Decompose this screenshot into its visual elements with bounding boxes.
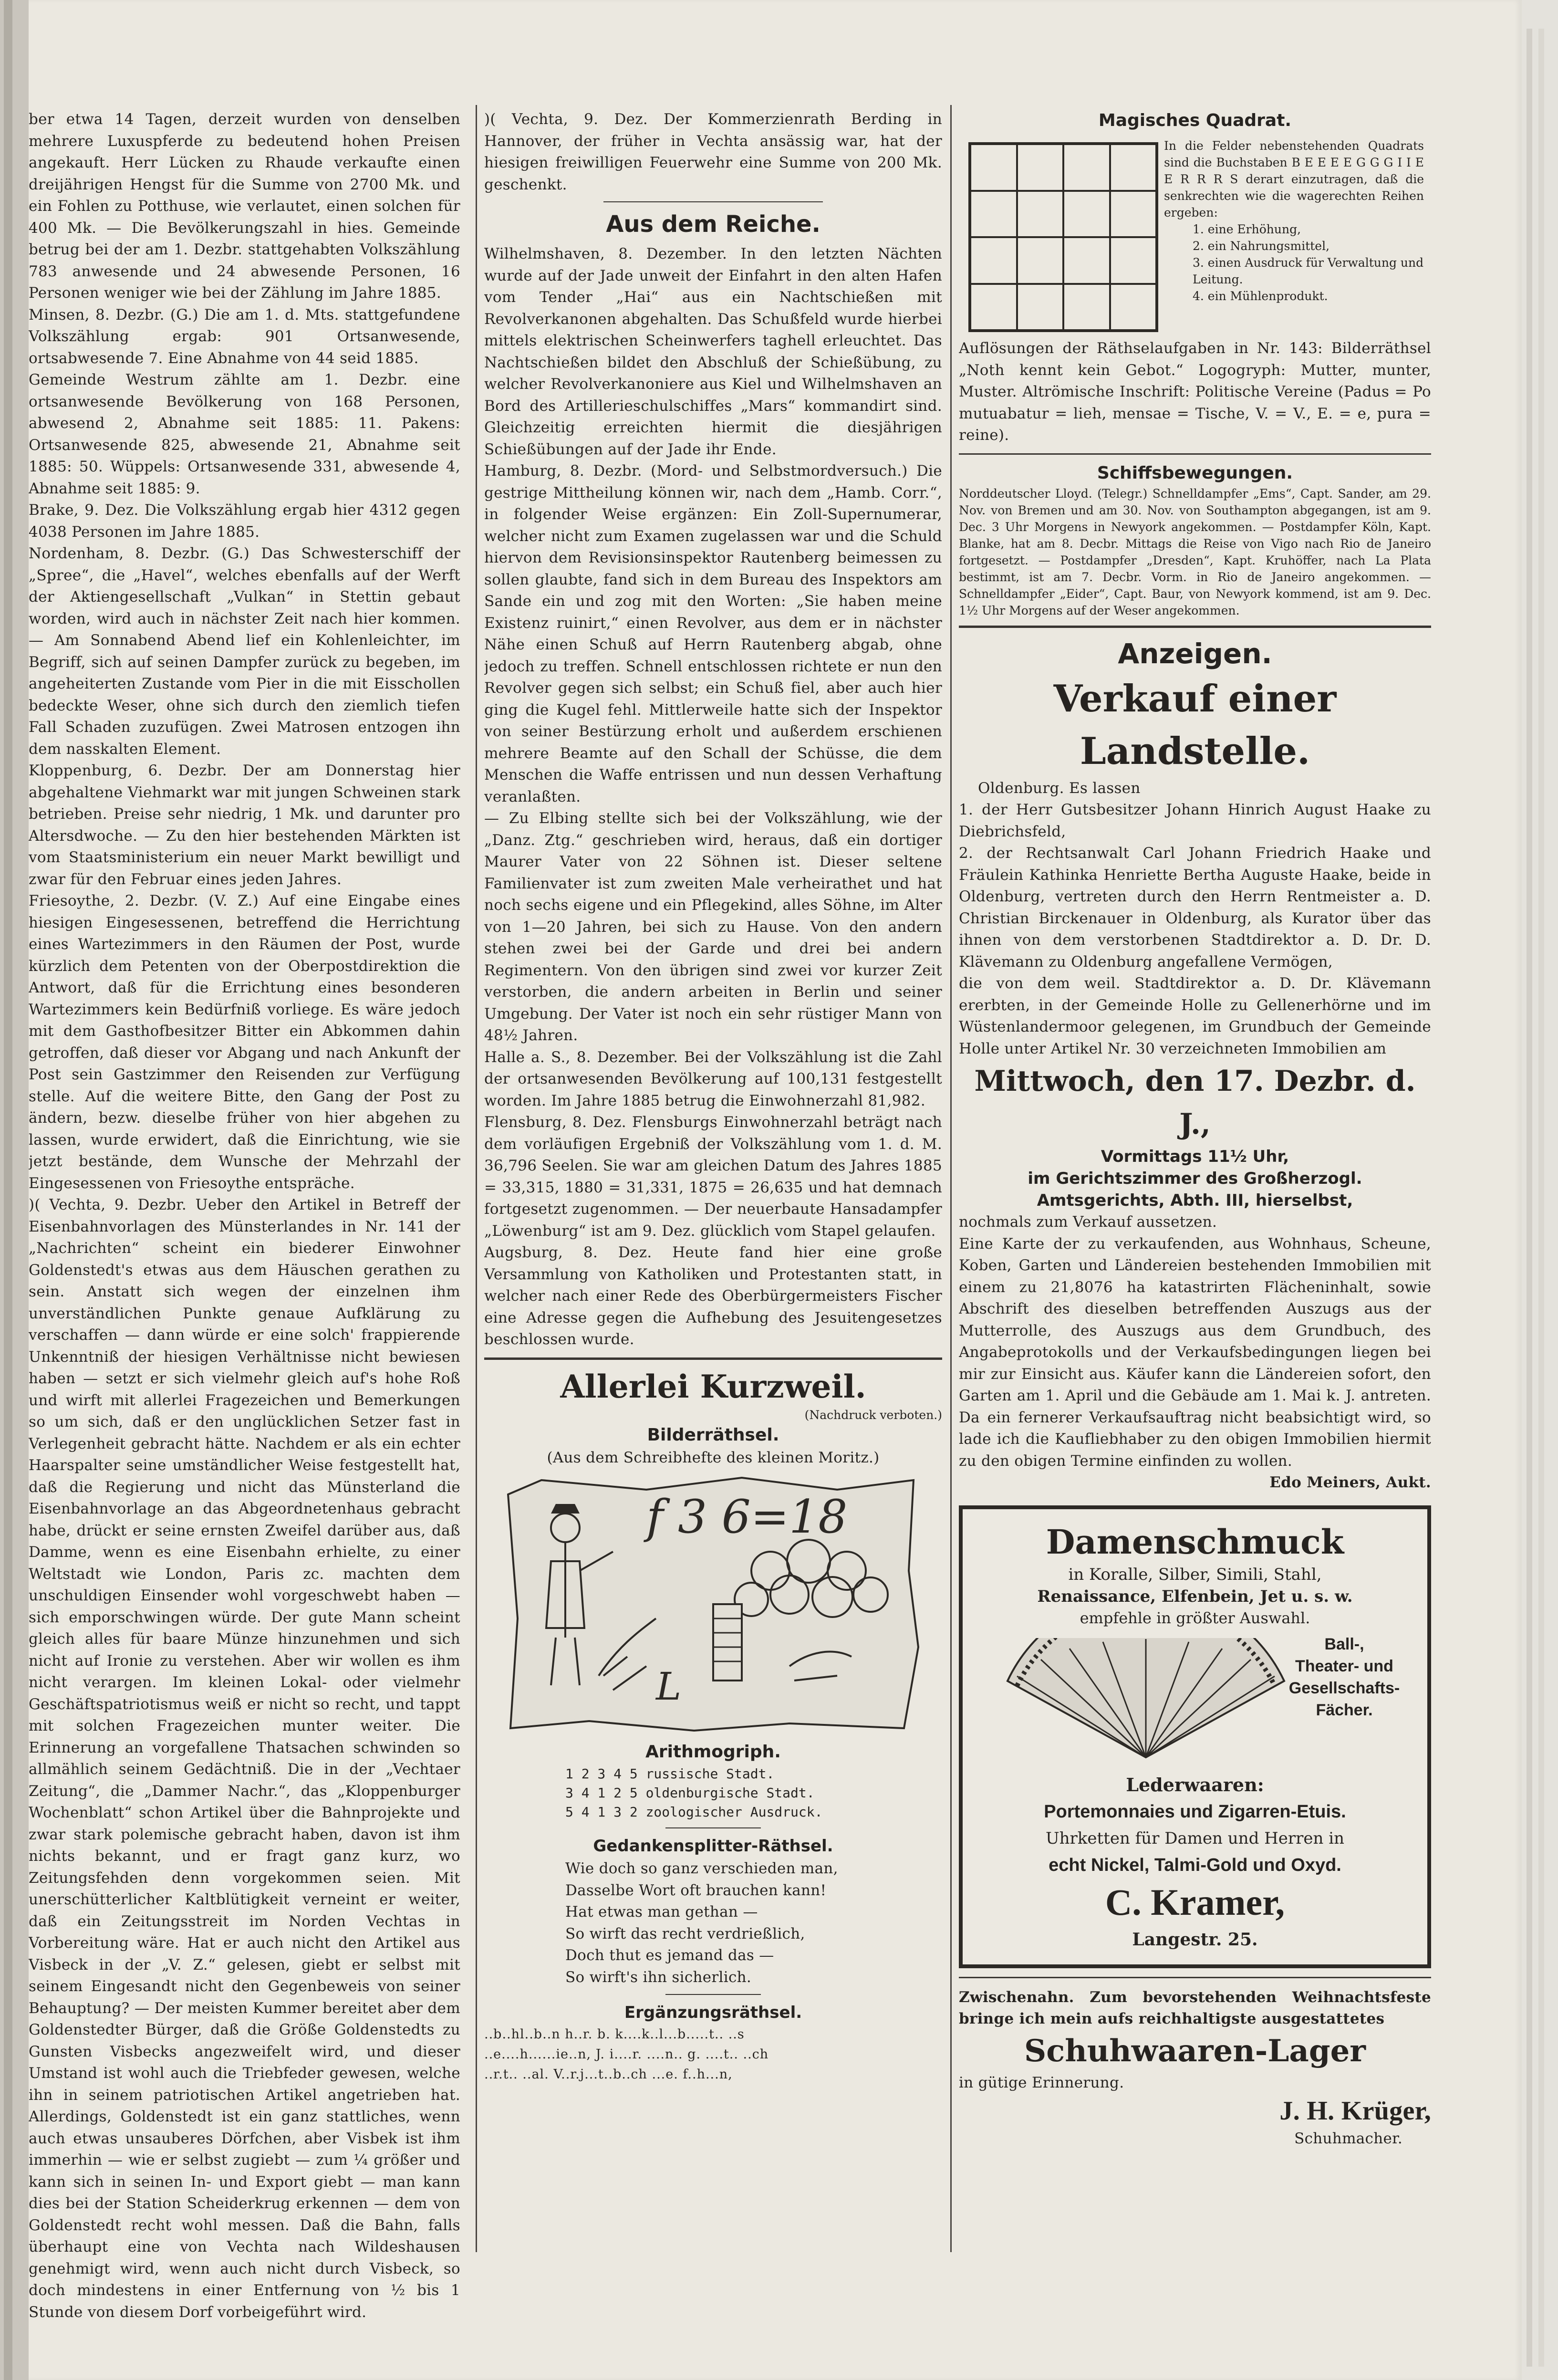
poem-line: Doch thut es jemand das — [565, 1947, 774, 1964]
divider [603, 201, 823, 202]
arithmogriph-rows [565, 1764, 942, 1822]
article-wilhelmshaven: Wilhelmshaven, 8. Dezember. In den letzten Nächten wurde auf der Jade unweit der Einfahrt in den alten Hafen vom Tender „Hai“ aus ein Nachtschießen mit Revolverkanonen abgehalten. Das Schußfeld wurde hierbei mittels elektrischen Scheinwerfers taghell erleuchtet. Das Nachtschießen bildet den Abschluß der Schießübung, zu welcher Revolverkanoniere aus Kiel und Wilhelmshaven an Bord des Artillerieschulschiffes „Mars“ kommandirt sind. Gleichzeitig erreichten hiermit die diesjährigen Schießübungen auf der Jade ihr Ende. [484, 245, 942, 458]
binding-strip [4, 0, 12, 2380]
kruger-job: Schuhmacher. [1294, 2130, 1402, 2147]
poem-line: So wirft's ihn sicherlich. [565, 1968, 752, 1986]
magic-square-text [1164, 137, 1424, 304]
kruger-name: J. H. Krüger, [1279, 2096, 1431, 2126]
ergaenzung-title: Ergänzungsräthsel. [624, 2003, 802, 2022]
magic-item: 4. ein Mühlenprodukt. [1193, 289, 1328, 303]
schiff-text: Norddeutscher Lloyd. (Telegr.) Schnelldampfer „Ems“, Capt. Sander, am 29. Nov. von Bremen und am 30. Nov. von Southampton abgegangen, ist am 9. Dec. 3 Uhr Morgens in Newyork angekommen. — Postdampfer Köln, Kapt. Blanke, hat am 8. Decbr. Mittags die Reise von Vigo nach Rio de Janeiro fortgesetzt. — Postdampfer „Dresden“, Kapt. Kruhöffer, nach La Plata bestimmt, ist am 7. Decbr. Vorm. in Rio de Janeiro angekommen. — Schnelldampfer „Eider“, Capt. Baur, von Newyork kommend, ist am 9. Dec. 1½ Uhr Morgens auf der Weser angekommen. [959, 486, 1431, 617]
auction-date: Mittwoch, den 17. Dezbr. d. J., [974, 1065, 1416, 1141]
article-flensburg: Flensburg, 8. Dez. Flensburgs Einwohnerzahl beträgt nach dem vorläufigen Ergebniß der Volkszählung vom 1. d. M. 36,796 Seelen. Sie war am gleichen Datum des Jahres 1885 = 33,315, 1880 = 31,331, 1875 = 26,635 und hat demnach fortgesetzt zugenommen. — Der neuerbaute Hansadampfer „Löwenburg“ ist am 9. Dez. glücklich vom Stapel gelaufen. [484, 1114, 942, 1240]
article-vechta: )( Vechta, 9. Dezbr. Ueber den Artikel in Betreff der Eisenbahnvorlagen des Münsterlandes in Nr. 141 der „Nachrichten“ scheint ein biederer Einwohner Goldenstedt's etwas aus dem Häuschen gerathen zu sein. Anstatt sich wegen der einzelnen ihm unverständlichen Punkte genaue Aufklärung zu verschaffen — dann würde er eine solch' frappierende Unkenntniß der hiesigen Verhältnisse nicht bewiesen haben — setzt er sich vielmehr gleich auf's hohe Roß und wirft mit allerlei Fragezeichen und Bemerkungen so um sich, daß er den unglücklichen Setzer fast in Verlegenheit gebracht hätte. Nachdem er als ein echter Haarspalter seine umständlicher Weise festgestellt hat, daß die Regierung und nicht das Münsterland die Eisenbahnvorlage an das Abgeordnetenhaus gebracht habe, drückt er seine ernsten Zweifel darüber aus, daß Damme, wenn es eine Eisenbahn erhielte, zu einer Weltstadt wie London, Paris zc. machten dem unschuldigen Einsender wohl vorgeschwebt haben — sich emporschwingen würde. Der gute Mann scheint gleich alles für baare Münze hinzunehmen und sich nicht auf Ironie zu verstehen. Aber wir wollen es ihm nicht verargen. Im kleinen Lokal- oder vielmehr Geschäftspatriotismus weiß er nicht so recht, und tappt mit solchen Fragezeichen munter weiter. Die Erinnerung an vorgefallene Thatsachen schwinden so allmählich seinem Gedächtniß. Die in der „Vechtaer Zeitung“, die „Dammer Nachr.“, das „Kloppenburger Wochenblatt“ schon Artikel über die Bahnprojekte und zwar stark polemische gebracht haben, davon ist ihm nichts bekannt, und er fragt ganz kurz, wo Zeitungsfehden denn vorgekommen seien. Mit unerschütterlicher Kaltblütigkeit verneint er weiter, daß ein Zeitungsstreit im Norden Vechtas in Vorbereitung wäre. Hat er auch nicht den Artikel aus Visbeck in der „V. Z.“ gelesen, giebt er selbst mit seinem Eingesandt nicht den Gegenbeweis von seiner Behauptung? — Der meisten Kummer bereitet aber dem Goldenstedter Bürger, daß die Größe Goldenstedts zu Gunsten Visbecks angezweifelt wird, und dieser Umstand ist wohl auch die Triebfeder gewesen, welche ihn in seinem patriotischen Artikel angetrieben hat. Allerdings, Goldenstedt ist ein ganz stattliches, wenn auch etwas unsauberes Dörfchen, aber Visbek ist ihm immerhin — wie er selbst zugiebt — zum ¼ größer und kann sich in seinen In- und Export giebt — man kann dies bei der Station Scheiderkrug erkennen — dem von Goldenstedt recht wohl messen. Daß die Bahn, falls überhaupt eine von Vechta nach Wildeshausen genehmigt wird, wenn auch nicht durch Visbeck, so doch mindestens in einer Entfernung von ½ bis 1 Stunde von diesem Dorf vorbeigeführt wird. [29, 1196, 460, 2321]
aufloesungen: Auflösungen der Räthselaufgaben in Nr. 143: Bilderräthsel „Noth kennt kein Gebot.“ Logogryph: Mutter, munter, Muster. Altrömische Inschrift: Politische Vereine (Padus = Po mutuabatur = lieh, mensae = Tische, V. = V., E. = e, pura = reine). [959, 340, 1431, 444]
picture-puzzle-drawing [503, 1475, 923, 1733]
kruger-intro: Zwischenahn. Zum bevorstehenden Weihnachtsfeste bringe ich mein aufs reichhaltigste ausgestattetes [959, 1988, 1431, 2027]
article-vechta-lead: )( Vechta, 9. Dez. Der Kommerzienrath Berding in Hannover, der früher in Vechta ansässig war, hat der hiesigen freiwilligen Feuerwehr eine Summe von 200 Mk. geschenkt. [484, 111, 942, 193]
arith-row: 5 4 1 3 2 zoologischer Ausdruck. [565, 1804, 823, 1820]
article-westrum: Gemeinde Westrum zählte am 1. Dezbr. eine ortsanwesende Bevölkerung von 168 Personen, abwesend 2, Abnahme seit 1885: 11. Pakens: Ortsanwesende 825, abwesende 21, Abnahme seit 1885: 50. Wüppels: Ortsanwesende 331, abwesende 4, Abnahme seit 1885: 9. [29, 371, 460, 497]
schiff-title: Schiffsbewegungen. [1097, 463, 1293, 483]
page-edge [1527, 29, 1532, 2367]
leder-title: Lederwaaren: [1126, 1774, 1264, 1795]
kurzweil-title: Allerlei Kurzweil. [560, 1367, 866, 1405]
fan-text-line: Gesellschafts- [1288, 1679, 1400, 1697]
ad-line: empfehle in größter Auswahl. [1080, 1608, 1310, 1627]
uhr-line: echt Nickel, Talmi-Gold und Oxyd. [1049, 1855, 1341, 1875]
auction-place: im Gerichtszimmer des Großherzogl. [1028, 1169, 1362, 1188]
poem-line: Dasselbe Wort oft brauchen kann! [565, 1881, 827, 1899]
auction-court: Amtsgerichts, Abth. III, hierselbst, [1037, 1191, 1353, 1210]
damenschmuck-ad [959, 1505, 1431, 1968]
divider [665, 1994, 761, 1995]
anzeigen-title: Anzeigen. [1118, 637, 1272, 670]
verkauf-line: 1. der Herr Gutsbesitzer Johann Hinrich August Haake zu Diebrichsfeld, [959, 801, 1431, 840]
article-kloppenburg: Kloppenburg, 6. Dezbr. Der am Donnerstag hier abgehaltene Viehmarkt war mit jungen Schweinen stark betrieben. Preise sehr niedrig, 1 Mk. und darunter pro Altersdwoche. — Zu den hier bestehenden Märkten ist vom Staatsministerium ein neuer Markt bewilligt und zwar für den Februar eines jeden Jahres. [29, 762, 460, 888]
poem-line: Hat etwas man gethan — [565, 1903, 758, 1921]
kruger-sub: in gütige Erinnerung. [959, 2074, 1124, 2091]
ad-line: Renaissance, Elfenbein, Jet u. s. w. [1037, 1587, 1353, 1606]
puzzle-line: ..r.t.. ..al. V..r.j...t..b..ch ...e. f..h...n, [484, 2067, 733, 2082]
divider [959, 1977, 1431, 1978]
magic-items [1193, 221, 1424, 304]
puzzle-line: ..e....h......ie..n, J. i....r. ....n.. g. ....t.. ..ch [484, 2047, 769, 2062]
article-paragraph: ber etwa 14 Tagen, derzeit wurden von denselben mehrere Luxuspferde zu bedeutend hohen Preisen angekauft. Herr Lücken zu Rhaude verkaufte einen dreijährigen Hengst für die Summe von 2700 Mk. und ein Fohlen zu Potthuse, wie verlautet, einen solchen für 400 Mk. — Die Bevölkerungszahl in hies. Gemeinde betrug bei der am 1. Dezbr. stattgehabten Volkszählung 783 anwesende und 24 abwesende Personen, 16 Personen weniger wie bei der Zählung im Jahre 1885. [29, 111, 460, 302]
binding-gutter [0, 0, 29, 2380]
divider-thick [484, 1357, 942, 1360]
bilderraetsel-title: Bilderräthsel. [647, 1425, 779, 1445]
svg-text:L: L [656, 1664, 682, 1709]
fan-illustration [979, 1628, 1411, 1772]
kurzweil-note: (Nachdruck verboten.) [804, 1408, 942, 1422]
poem-line: Wie doch so ganz verschieden man, [565, 1860, 838, 1877]
column-rule-2 [950, 105, 952, 2252]
column-1 [29, 109, 460, 2351]
divider-thick [959, 626, 1431, 628]
puzzle-script-text: f 3 6=18 [646, 1490, 848, 1544]
article-friesoythe: Friesoythe, 2. Dezbr. (V. Z.) Auf eine Eingabe eines hiesigen Eingesessenen, betreffend die Herrichtung eines Wartezimmers in den Räumen der Post, wurde kürzlich dem Petenten von der Oberpostdirektion die Antwort, daß für die Errichtung eines besonderen Wartezimmers kein Bedürfniß vorliege. Es wäre jedoch mit dem Gasthofbesitzer Bitter ein Abkommen dahin getroffen, daß dieser vor Abgang und nach Ankunft der Post sein Gastzimmer den Reisenden zur Verfügung stelle. Auf die weitere Bitte, den Gang der Post zu ändern, bezw. dieselbe früher von hier abgehen zu lassen, wurde erwidert, daß die Einrichtung, wie sie jetzt bestände, dem Wunsche der Mehrzahl der Eingesessenen von Friesoythe entspräche. [29, 892, 460, 1192]
fan-text-line: Fächer. [1316, 1701, 1373, 1719]
arith-row: 1 2 3 4 5 russische Stadt. [565, 1766, 775, 1782]
article-brake: Brake, 9. Dez. Die Volkszählung ergab hier 4312 gegen 4038 Personen im Jahre 1885. [29, 501, 460, 541]
verkauf-line: Oldenburg. Es lassen [978, 779, 1141, 797]
column-3 [959, 109, 1431, 2351]
magic-item: 2. ein Nahrungsmittel, [1193, 239, 1330, 253]
magic-item: 1. eine Erhöhung, [1193, 222, 1301, 236]
fan-text-line: Theater- und [1295, 1657, 1393, 1675]
auction-time: Vormittags 11½ Uhr, [1101, 1147, 1289, 1166]
ergaenzung-lines [484, 2025, 942, 2085]
article-hamburg: Hamburg, 8. Dezbr. (Mord- und Selbstmordversuch.) Die gestrige Mittheilung können wir, nach dem „Hamb. Corr.“, in folgender Weise ergänzen: Ein Zoll-Supernumerar, welcher nicht zum Examen zugelassen war und die Schuld hiervon dem Revisionsinspektor Rautenberg beimessen zu sollen glaubte, fand sich in dem Bureau des Inspektors am Sande ein und zog mit den Worten: „Sie haben meine Existenz ruinirt,“ einen Revolver, aus dem er in nächster Nähe einen Schuß auf Herrn Rautenberg abgab, ohne jedoch zu treffen. Schnell entschlossen richtete er nun den Revolver gegen sich selbst; ein Schuß fiel, aber auch hier ging die Kugel fehl. Mittlerweile hatte sich der Inspektor von seiner Bestürzung erholt und außerdem erschienen mehrere Beamte auf den Schall der Schüsse, die dem Menschen die Waffe entrissen und nun dessen Verhaftung veranlaßten. [484, 462, 942, 805]
fan-text [1287, 1633, 1402, 1721]
gedanken-lines [565, 1858, 942, 1988]
verkauf-line: die von dem weil. Stadtdirektor a. D. Dr. Klävemann ererbten, in der Gemeinde Holle zu Gellenerhörne und im Wüstenlandermoor gelegenen, im Grundbuch der Gemeinde Holle unter Artikel Nr. 30 verzeichneten Immobilien am [959, 975, 1431, 1057]
magic-square-grid [968, 142, 1158, 332]
leder-text: Portemonnaies und Zigarren-Etuis. [1044, 1801, 1346, 1822]
arith-row: 3 4 1 2 5 oldenburgische Stadt. [565, 1785, 815, 1801]
merchant-address: Langestr. 25. [1132, 1929, 1258, 1950]
verkauf-rest: Eine Karte der zu verkaufenden, aus Wohnhaus, Scheune, Koben, Garten und Ländereien bestehenden Immobilien mit einem zu 21,8076 ha katastrirten Flächeninhalt, sowie Abschrift des dieselben betreffenden Auszugs aus der Mutterrolle, des Auszugs aus dem Grundbuch, des Angabeprotokolls und der Verkaufsbedingungen liegen bei mir zur Einsicht aus. Käufer kann die Ländereien sofort, den Garten am 1. April und die Gebäude am 1. Mai k. J. antreten. Da ein fernerer Verkaufsauftrag nicht beabsichtigt wird, so lade ich die Kaufliebhaber zu den obigen Immobilien hiermit zu den obigen Termine einfinden zu wollen. [959, 1235, 1431, 1470]
fan-text-line: Ball-, [1324, 1635, 1364, 1653]
auction-note: nochmals zum Verkauf aussetzen. [959, 1213, 1217, 1231]
column-rule-1 [476, 105, 477, 2252]
divider [959, 453, 1431, 455]
ad-title: Damenschmuck [1046, 1522, 1344, 1562]
divider [665, 1827, 761, 1828]
magic-square-block [959, 137, 1431, 338]
magic-square-title: Magisches Quadrat. [1098, 111, 1292, 130]
magic-instructions: In die Felder nebenstehenden Quadrats sind die Buchstaben B E E E E G G G I I E E R R R S derart einzutragen, daß die senkrechten wie die wagerechten Reihen ergeben: [1164, 139, 1424, 219]
magic-item: 3. einen Ausdruck für Verwaltung und Leitung. [1193, 256, 1424, 286]
article-nordenham: Nordenham, 8. Dezbr. (G.) Das Schwesterschiff der „Spree“, die „Havel“, welches ebenfalls auf der Werft der Aktiengesellschaft „Vulkan“ in Stettin gebaut worden, wird auch in nächster Zeit nach hier kommen. — Am Sonnabend Abend lief ein Kohlenleichter, im Begriff, sich auf seinen Dampfer zurück zu begeben, im angeheiterten Zustande vom Pier in die mit Eisschollen bedeckte Weser, ohne sich durch den ziemlich tiefen Fall Schaden zuzufügen. Zwei Matrosen entzogen ihn dem nasskalten Element. [29, 545, 460, 758]
merchant-name: C. Kramer, [1105, 1881, 1285, 1923]
verkauf-line: 2. der Rechtsanwalt Carl Johann Friedrich Haake und Fräulein Kathinka Henriette Bertha Auguste Haake, beide in Oldenburg, vertreten durch den Herrn Rentmeister a. D. Christian Birckenauer in Oldenburg, als Kurator über das ihnen von dem verstorbenen Stadtdirektor a. D. Dr. D. Klävemann zu Oldenburg angefallene Vermögen, [959, 845, 1431, 971]
arithmogriph-title: Arithmogriph. [645, 1742, 781, 1762]
picture-puzzle [503, 1475, 923, 1733]
column-2 [484, 109, 942, 2351]
fan-icon [998, 1638, 1294, 1762]
verkauf-title: Verkauf einer Landstelle. [1053, 677, 1337, 773]
poem-line: So wirft das recht verdrießlich, [565, 1925, 805, 1942]
article-minsen: Minsen, 8. Dezbr. (G.) Die am 1. d. Mts. stattgefundene Volkszählung ergab: 901 Ortsanwesende, ortsabwesende 7. Eine Abnahme von 44 seid 1885. [29, 306, 460, 367]
section-title-reich: Aus dem Reiche. [606, 211, 821, 238]
gedanken-title: Gedankensplitter-Räthsel. [593, 1837, 833, 1856]
auctioneer-signature: Edo Meiners, Aukt. [1269, 1474, 1431, 1491]
ad-line: in Koralle, Silber, Simili, Stahl, [1068, 1565, 1322, 1584]
kruger-title: Schuhwaaren-Lager [1024, 2033, 1366, 2069]
puzzle-line: ..b..hl..b..n h..r. b. k....k..l...b.....t.. ..s [484, 2027, 745, 2042]
article-augsburg: Augsburg, 8. Dez. Heute fand hier eine große Versammlung von Katholiken und Protestanten statt, in welcher nach einer Rede des Oberbürgermeisters Fischer eine Adresse gegen die Aufhebung des Jesuitengesetzes beschlossen wurde. [484, 1244, 942, 1348]
article-halle: Halle a. S., 8. Dezember. Bei der Volkszählung ist die Zahl der ortsanwesenden Bevölkerung auf 100,131 festgestellt worden. Im Jahre 1885 betrug die Einwohnerzahl 81,982. [484, 1048, 942, 1109]
article-elbing: — Zu Elbing stellte sich bei der Volkszählung, wie der „Danz. Ztg.“ geschrieben wird, heraus, daß ein dortiger Maurer Vater von 22 Söhnen ist. Dieser seltene Familienvater ist zum zweiten Male verheirathet und hat noch sechs eigene und ein Pflegekind, alles Söhne, im Alter von 1—20 Jahren, bei sich zu Hause. Von den andern stehen zwei bei der Garde und drei bei andern Regimentern. Von den übrigen sind zwei vor kurzer Zeit verstorben, die andern arbeiten in Berlin und seiner Umgebung. Der Vater ist noch ein sehr rüstiger Mann von 48½ Jahren. [484, 810, 942, 1044]
uhr-line: Uhrketten für Damen und Herren in [1045, 1828, 1345, 1848]
page-edge-2 [1538, 29, 1544, 2367]
bilderraetsel-sub: (Aus dem Schreibhefte des kleinen Moritz.) [547, 1449, 880, 1466]
